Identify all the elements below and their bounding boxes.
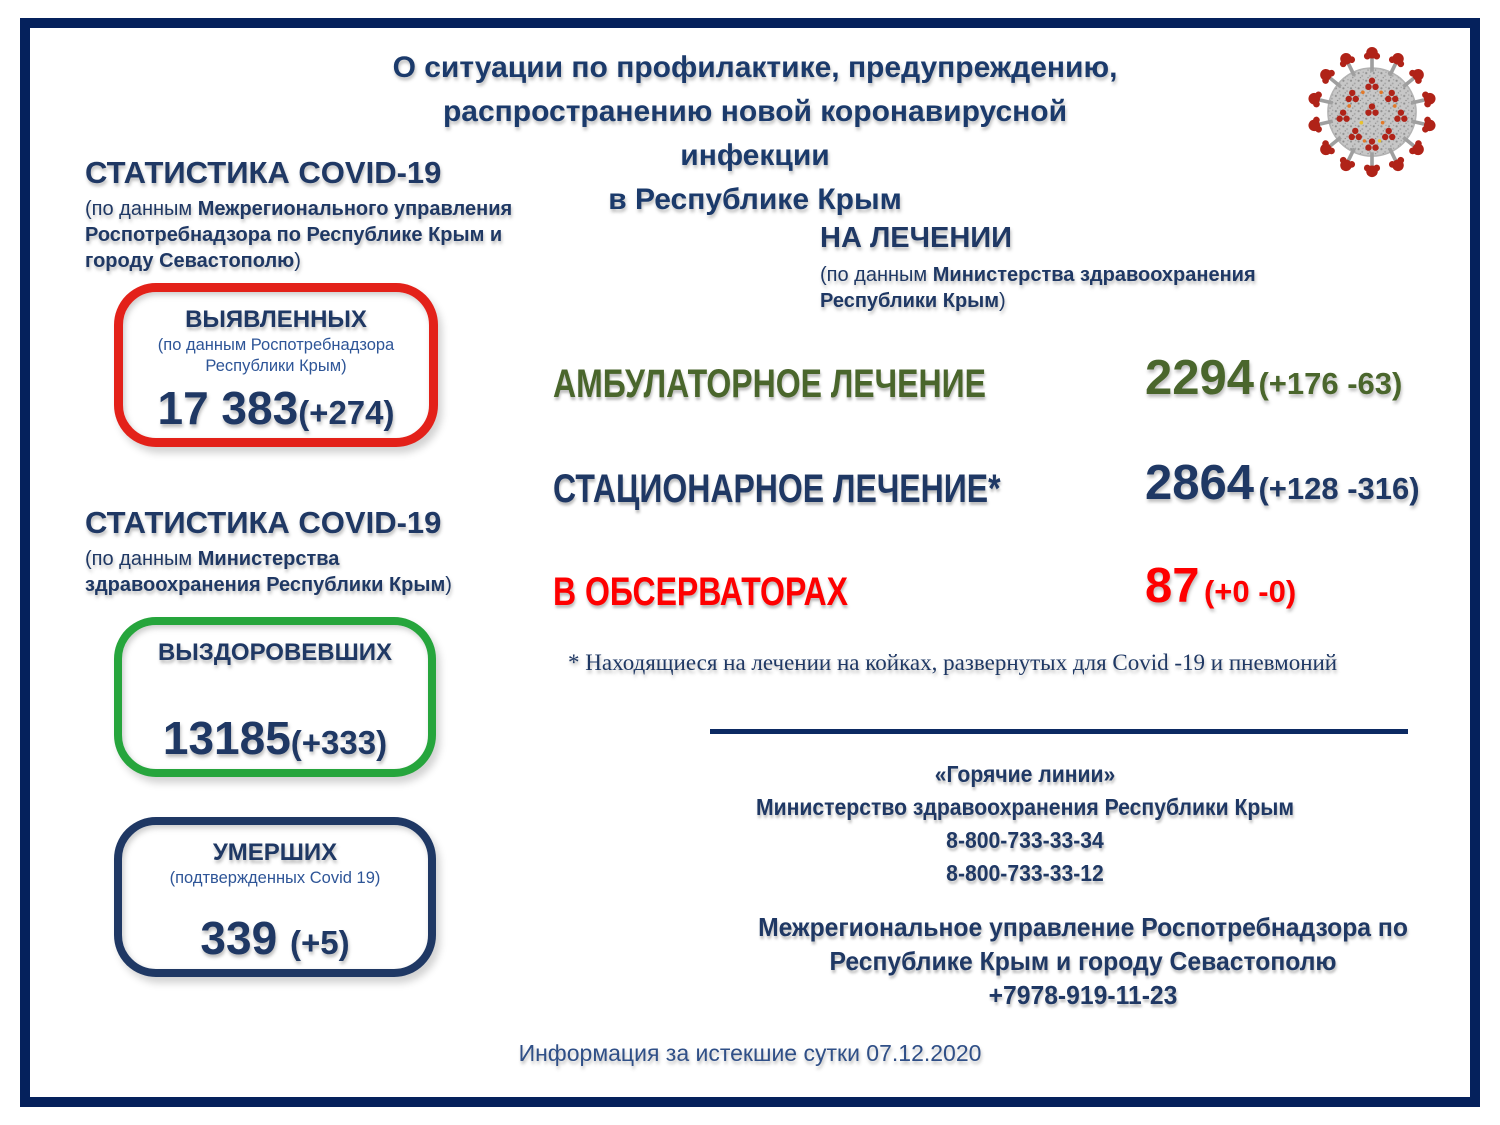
stats-minzdrav-source <box>85 546 515 598</box>
ambulatory-label: АМБУЛАТОРНОЕ ЛЕЧЕНИЕ <box>553 362 986 406</box>
hotlines-minzdrav-phone2: 8-800-733-33-12 <box>946 860 1104 886</box>
rospotrebnadzor-name: Межрегиональное управление Роспотребнадзора по Республике Крым и городу Севастополю <box>758 912 1408 976</box>
detected-box-value <box>157 381 394 435</box>
hotlines-block <box>717 758 1333 890</box>
hotlines-minzdrav-name: Министерство здравоохранения Республики Крым <box>755 794 1295 820</box>
deceased-count: 339 <box>200 912 278 964</box>
stats-rospotrebnadzor-heading: СТАТИСТИКА COVID-19 <box>85 155 442 190</box>
treatment-row-inpatient <box>553 455 1443 521</box>
detected-box-subtitle: (по данным Роспотребнадзора Республики Крым) <box>157 336 395 375</box>
horizontal-divider <box>710 729 1408 734</box>
source-prefix: (по данным <box>820 264 928 286</box>
treatment-heading: НА ЛЕЧЕНИИ <box>820 222 1012 254</box>
hotlines-minzdrav-phone1: 8-800-733-33-34 <box>946 827 1104 853</box>
inpatient-value <box>1145 455 1420 511</box>
page-title-line1: О ситуации по профилактике, предупреждению, <box>392 51 1118 84</box>
observators-delta: (+0 -0) <box>1203 574 1297 609</box>
observators-value <box>1145 558 1296 614</box>
inpatient-count: 2864 <box>1145 456 1255 510</box>
recovered-box-title: ВЫЗДОРОВЕВШИХ <box>157 639 393 666</box>
source-prefix: (по данным <box>85 548 193 570</box>
detected-cases-box <box>114 283 438 447</box>
treatment-source <box>820 262 1260 314</box>
observators-label: В ОБСЕРВАТОРАХ <box>553 570 848 614</box>
inpatient-label: СТАЦИОНАРНОЕ ЛЕЧЕНИЕ* <box>553 467 1001 511</box>
stats-rospotrebnadzor-source <box>85 196 515 274</box>
source-suffix: ) <box>445 574 452 596</box>
stats-minzdrav-heading: СТАТИСТИКА COVID-19 <box>85 505 442 540</box>
source-org-name: Министерства здравоохранения Республики Крым <box>820 264 1256 312</box>
detected-box-title: ВЫЯВЛЕННЫХ <box>185 306 367 333</box>
ambulatory-count: 2294 <box>1145 351 1255 405</box>
deceased-box-subtitle: (подтвержденных Covid 19) <box>169 869 381 887</box>
page-title-line2: распространению новой коронавирусной инфекции <box>442 95 1068 172</box>
inpatient-delta: (+128 -316) <box>1258 471 1420 506</box>
recovered-count: 13185 <box>162 712 291 764</box>
deceased-box-title: УМЕРШИХ <box>212 839 338 866</box>
ambulatory-value <box>1145 350 1402 406</box>
deceased-delta: (+5) <box>289 924 350 961</box>
source-suffix: ) <box>294 250 301 272</box>
observators-count: 87 <box>1145 559 1200 613</box>
deceased-cases-box <box>114 817 436 977</box>
recovered-box-value <box>163 711 387 765</box>
recovered-cases-box <box>114 617 436 777</box>
source-org-name: Министерства здравоохранения Республики Крым <box>85 548 446 596</box>
source-prefix: (по данным <box>85 198 193 220</box>
detected-count: 17 383 <box>157 382 299 434</box>
rospotrebnadzor-phone: +7978-919-11-23 <box>988 980 1178 1010</box>
rospotrebnadzor-contact-block <box>736 910 1430 1012</box>
recovered-delta: (+333) <box>290 724 388 761</box>
source-org-name: Межрегионального управления Роспотребнадзора по Республике Крым и городу Севастополю <box>85 198 513 272</box>
source-suffix: ) <box>999 290 1006 312</box>
report-date-line: Информация за истекшие сутки 07.12.2020 <box>518 1040 982 1066</box>
ambulatory-delta: (+176 -63) <box>1258 366 1403 401</box>
treatment-row-observators <box>553 558 1443 624</box>
page-title-line3: в Республике Крым <box>608 183 902 216</box>
treatment-row-ambulatory <box>553 350 1443 416</box>
beds-footnote: * Находящиеся на лечении на койках, развернутых для Covid -19 и пневмоний <box>568 650 1338 675</box>
detected-delta: (+274) <box>298 394 395 431</box>
hotlines-title: «Горячие линии» <box>934 761 1116 787</box>
deceased-box-value <box>200 911 349 965</box>
coronavirus-icon <box>1296 28 1448 190</box>
